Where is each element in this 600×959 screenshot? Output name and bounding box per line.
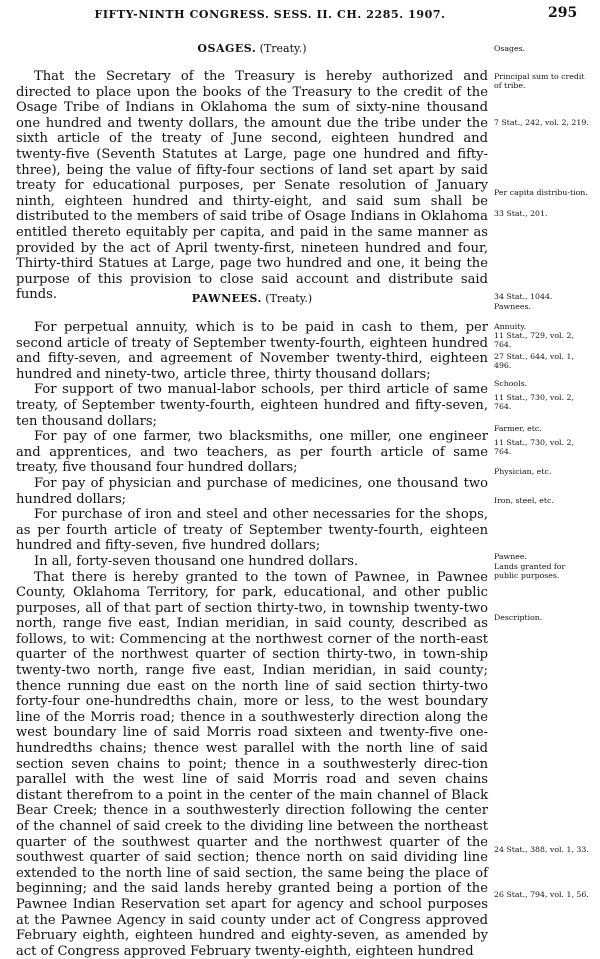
osages-heading — [16, 42, 488, 55]
margin-note-stat-34: 34 Stat., 1044. — [494, 292, 592, 301]
margin-note-stat-27: 27 Stat., 644, vol. 1, 496. — [494, 352, 592, 370]
pawnees-paragraph-farmer: For pay of one farmer, two blacksmiths, one miller, one engineer and apprentices, and two teachers, as per fourth article of same treaty, five thousand four hundred dollars; — [16, 429, 488, 476]
margin-note-iron: Iron, steel, etc. — [494, 496, 592, 505]
margin-note-annuity: Annuity. — [494, 322, 592, 331]
margin-note-stat-24: 24 Stat., 388, vol. 1, 33. — [494, 845, 592, 854]
pawnees-heading-type: (Treaty.) — [265, 292, 312, 305]
page-number: 295 — [548, 5, 577, 21]
margin-note-stat-11c: 11 Stat., 730, vol. 2, 764. — [494, 438, 592, 456]
margin-note-pawnee: Pawnee. — [494, 552, 592, 561]
margin-note-physician: Physician, etc. — [494, 467, 592, 476]
margin-note-principal: Principal sum to credit of tribe. — [494, 72, 592, 90]
margin-note-stat-11b: 11 Stat., 730, vol. 2, 764. — [494, 393, 592, 411]
pawnees-paragraph-iron-steel: For purchase of iron and steel and other necessaries for the shops, as per fourth article of treaty of September twenty-fourth, eighteen hundred and fifty-seven, five hundred dollars; — [16, 507, 488, 554]
pawnees-paragraph-annuity: For perpetual annuity, which is to be paid in cash to them, per second article of treaty of September twenty-fourth, eighteen hundred and fifty-seven, and agreement of November twenty-third, eighteen hundred and ninety-two, article three, thirty thousand dollars; — [16, 320, 488, 382]
osages-heading-type: (Treaty.) — [260, 42, 307, 55]
pawnees-paragraph-schools: For support of two manual-labor schools, per third article of same treaty, of September twenty-fourth, eighteen hundred and fifty-seven, ten thousand dollars; — [16, 382, 488, 429]
pawnees-heading — [16, 292, 488, 305]
margin-note-stat-33: 33 Stat., 201. — [494, 209, 592, 218]
osages-body — [16, 69, 488, 303]
margin-note-description: Description. — [494, 613, 592, 622]
pawnees-heading-name: PAWNEES. — [192, 292, 262, 305]
pawnees-paragraph-land-grant: That there is hereby granted to the town of Pawnee, in Pawnee County, Oklahoma Territory, for park, educational, and other public purposes, all of that part of section thirty-two, in township twenty-two north, range five east, Indian meridian, in said county, described as follows, to wit: Commencing at the northwest corner of the north-east quarter of the northwest quarter of section thirty-two, in town-ship twenty-two north, range five east, Indian meridian, in said county; thence running due east on the north line of said section thirty-two forty-four one-hundredths chain, more or less, to the west boundary line of the Morris road; thence in a southwesterly direction along the west boundary line of said Morris road sixteen and twenty-five one-hundredths chains; thence west parallel with the north line of said section seven chains to point; thence in a southwesterly direc-tion parallel with the west line of said Morris road and seven chains distant therefrom to a point in the center of the main channel of Black Bear Creek; thence in a southwesterly direction following the center of the channel of said creek to the dividing line between the northeast quarter of the southwest quarter and the northwest quarter of the southwest quarter of said section; thence north on said dividing line extended to the north line of said section, the same being the place of beginning; and the said lands hereby granted being a portion of the Pawnee Indian Reservation set apart for agency and school purposes at the Pawnee Agency in said county under act of Congress approved February eighth, eighteen hundred and eighty-seven, as amended by act of Congress approved February twenty-eighth, eighteen hundred — [16, 570, 488, 959]
margin-note-farmer: Farmer, etc. — [494, 424, 592, 433]
margin-note-stat-26: 26 Stat., 794, vol. 1, 56. — [494, 890, 592, 899]
margin-note-per-capita: Per capita distribu-tion. — [494, 188, 592, 197]
pawnees-paragraph-physician: For pay of physician and purchase of medicines, one thousand two hundred dollars; — [16, 476, 488, 507]
running-head: FIFTY-NINTH CONGRESS. SESS. II. CH. 2285. 1907. — [60, 8, 480, 21]
pawnees-paragraph-total: In all, forty-seven thousand one hundred dollars. — [16, 554, 488, 570]
margin-note-osages: Osages. — [494, 44, 592, 53]
margin-note-schools: Schools. — [494, 379, 592, 388]
margin-note-stat-11a: 11 Stat., 729, vol. 2, 764. — [494, 331, 592, 349]
osages-heading-name: OSAGES. — [197, 42, 256, 55]
pawnees-body — [16, 320, 488, 959]
margin-note-pawnees: Pawnees. — [494, 302, 592, 311]
osages-paragraph: That the Secretary of the Treasury is hereby authorized and directed to place upon the books of the Treasury to the credit of the Osage Tribe of Indians in Oklahoma the sum of sixty-nine thousand one hundred and twenty dollars, the amount due the tribe under the sixth article of the treaty of June second, eighteen hundred and twenty-five (Seventh Statutes at Large, page one hundred and fifty-three), being the value of fifty-four sections of land set apart by said treaty for educational purposes, per Senate resolution of January ninth, eighteen hundred and thirty-eight, and said sum shall be distributed to the members of said tribe of Osage Indians in Oklahoma entitled thereto equitably per capita, and paid in the same manner as provided by the act of April twenty-first, nineteen hundred and four, Thirty-third Statues at Large, page two hundred and one, it being the purpose of this provision to close said account and distribute said funds. — [16, 69, 488, 303]
margin-note-stat-7: 7 Stat., 242, vol. 2, 219. — [494, 118, 592, 127]
margin-note-lands-granted: Lands granted for public purposes. — [494, 562, 592, 580]
